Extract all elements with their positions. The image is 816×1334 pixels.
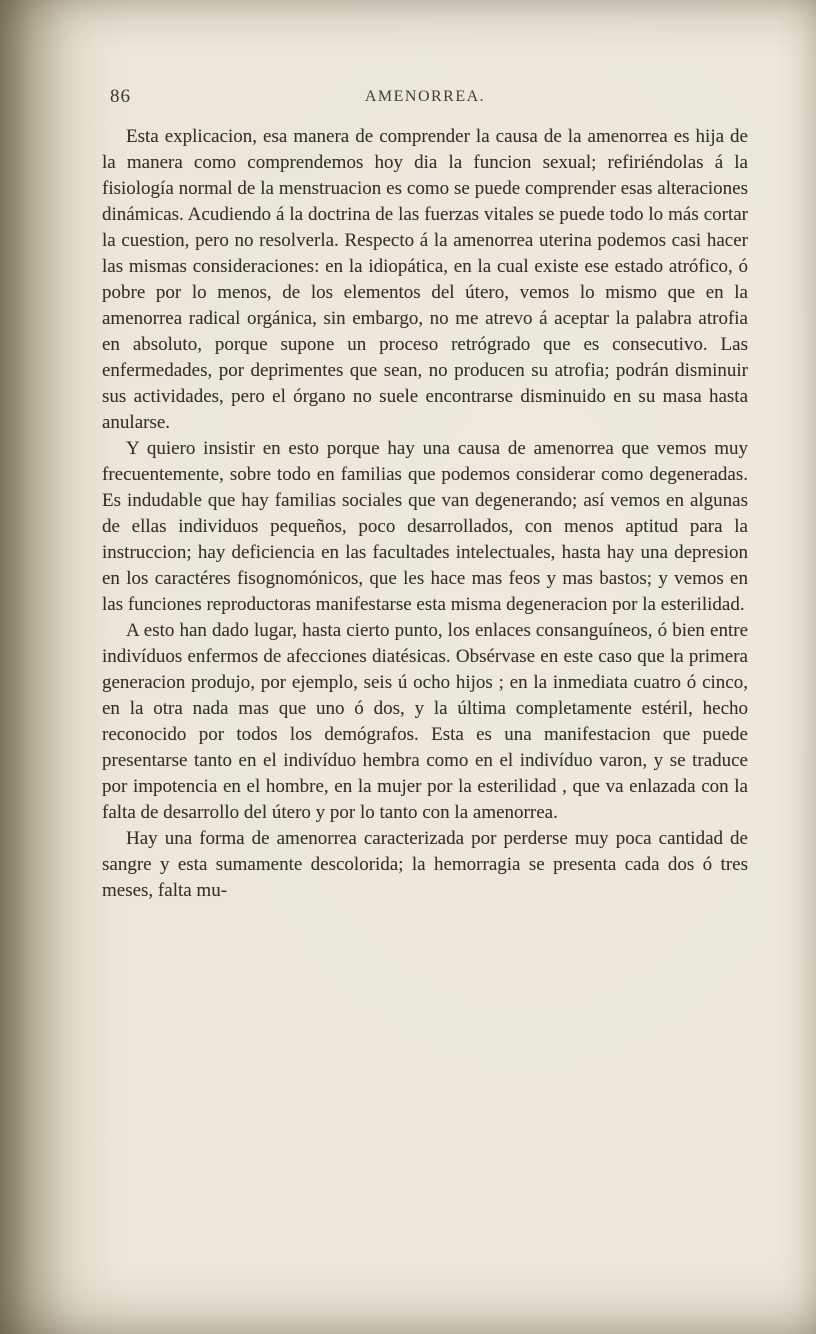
page-number: 86 bbox=[110, 86, 131, 107]
paragraph: Hay una forma de amenorrea caracterizada por perderse muy poca cantidad de sangre y esta sumamente descolorida; la hemorragia se presenta cada dos ó tres meses, falta mu- bbox=[102, 828, 748, 901]
page-content bbox=[102, 86, 748, 904]
paragraph: A esto han dado lugar, hasta cierto punto, los enlaces consanguíneos, ó bien entre indivíduos enfermos de afecciones diatésicas. Obsérvase en este caso que la primera generacion produjo, por ejemplo, seis ú ocho hijos ; en la inmediata cuatro ó cinco, en la otra nada mas que uno ó dos, y la última completamente estéril, hecho reconocido por todos los demógrafos. Esta es una manifestacion que puede presentarse tanto en el indivíduo hembra como en el indivíduo varon, y se traduce por impotencia en el hombre, en la mujer por la esterilidad , que va enlazada con la falta de desarrollo del útero y por lo tanto con la amenorrea. bbox=[102, 620, 748, 823]
running-head bbox=[102, 86, 748, 112]
paragraph: Y quiero insistir en esto porque hay una causa de amenorrea que vemos muy frecuentemente, sobre todo en familias que podemos considerar como degeneradas. Es indudable que hay familias sociales que van degenerando; así vemos en algunas de ellas individuos pequeños, poco desarrollados, con menos aptitud para la instruccion; hay deficiencia en las facultades intelectuales, hasta hay una depresion en los caractéres fisognomónicos, que les hace mas feos y mas bastos; y vemos en las funciones reproductoras manifestarse esta misma degeneracion por la esterilidad. bbox=[102, 438, 748, 615]
paragraph: Esta explicacion, esa manera de comprender la causa de la amenorrea es hija de la manera como comprendemos hoy dia la funcion sexual; refiriéndolas á la fisiología normal de la menstruacion es como se puede comprender esas alteraciones dinámicas. Acudiendo á la doctrina de las fuerzas vitales se puede todo lo más cortar la cuestion, pero no resolverla. Respecto á la amenorrea uterina podemos casi hacer las mismas consideraciones: en la idiopática, en la cual existe ese estado atrófico, ó pobre por lo menos, de los elementos del útero, vemos lo mismo que en la amenorrea radical orgánica, sin embargo, no me atrevo á aceptar la palabra atrofia en absoluto, porque supone un proceso retrógrado que es consecutivo. Las enfermedades, por deprimentes que sean, no producen su atrofia; podrán disminuir sus actividades, pero el órgano no suele encontrarse disminuido en su masa hasta anularse. bbox=[102, 126, 748, 433]
body-text bbox=[102, 124, 748, 904]
running-head-title: AMENORREA. bbox=[364, 88, 486, 105]
